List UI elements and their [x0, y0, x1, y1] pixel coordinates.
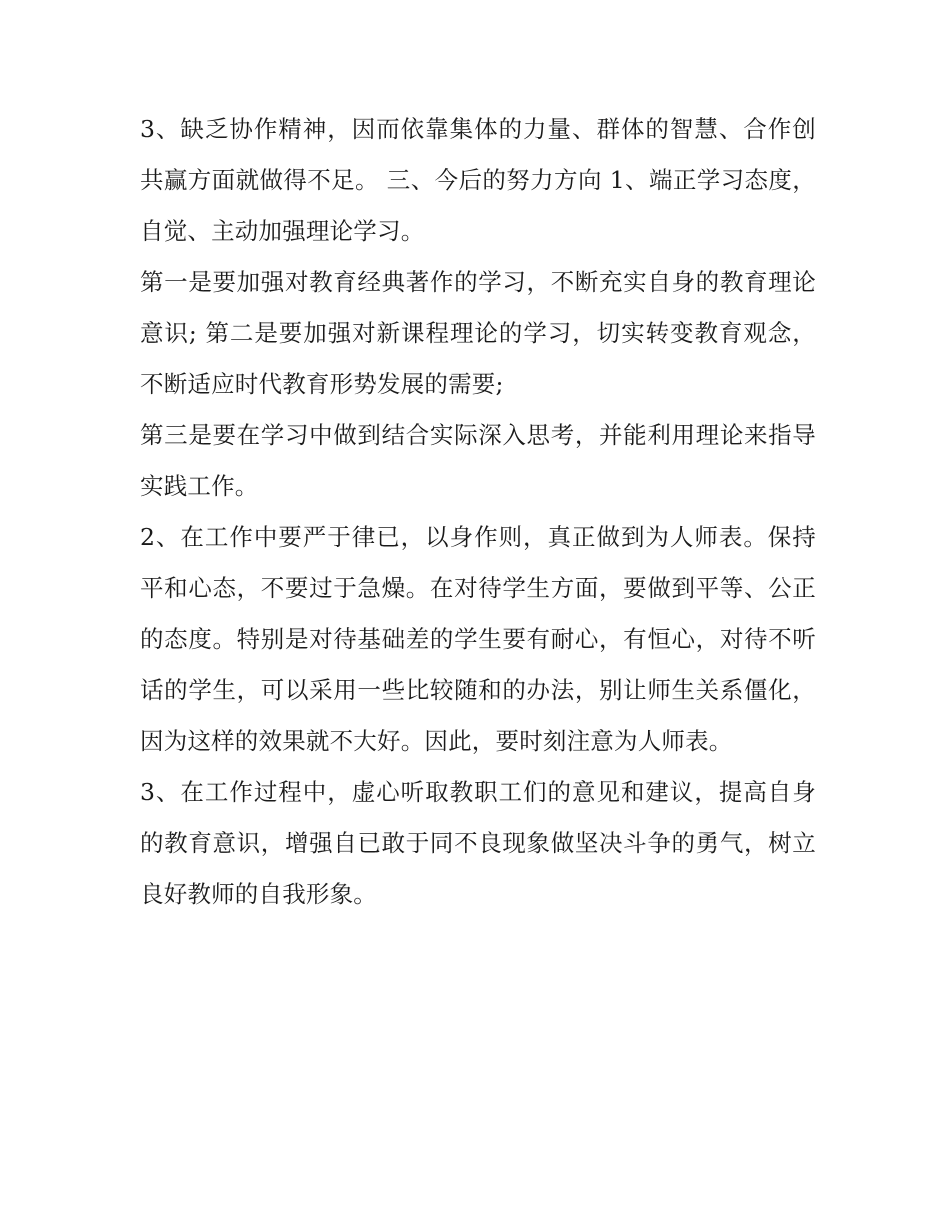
paragraph-collaboration-shortcoming: 3、缺乏协作精神，因而依靠集体的力量、群体的智慧、合作创共赢方面就做得不足。 三、今后的努力方向 1、端正学习态度，自觉、主动加强理论学习。: [140, 115, 816, 245]
paragraph-listen-advice: 3、在工作过程中，虚心听取教职工们的意见和建议，提高自身的教育意识，增强自已敢于同不良现象做坚决斗争的勇气，树立良好教师的自我形象。: [140, 778, 816, 908]
document-body: [140, 104, 816, 920]
paragraph-theory-study: 第一是要加强对教育经典著作的学习，不断充实自身的教育理论意识; 第二是要加强对新课程理论的学习，切实转变教育观念，不断适应时代教育形势发展的需要;: [140, 268, 816, 398]
paragraph-practice-reflection: 第三是要在学习中做到结合实际深入思考，并能利用理论来指导实践工作。: [140, 421, 816, 500]
paragraph-self-discipline: 2、在工作中要严于律已，以身作则，真正做到为人师表。保持平和心态，不要过于急燥。在对待学生方面，要做到平等、公正的态度。特别是对待基础差的学生要有耐心，有恒心，对待不听话的学生，可以采用一些比较随和的办法，别让师生关系僵化，因为这样的效果就不大好。因此，要时刻注意为人师表。: [140, 523, 816, 755]
